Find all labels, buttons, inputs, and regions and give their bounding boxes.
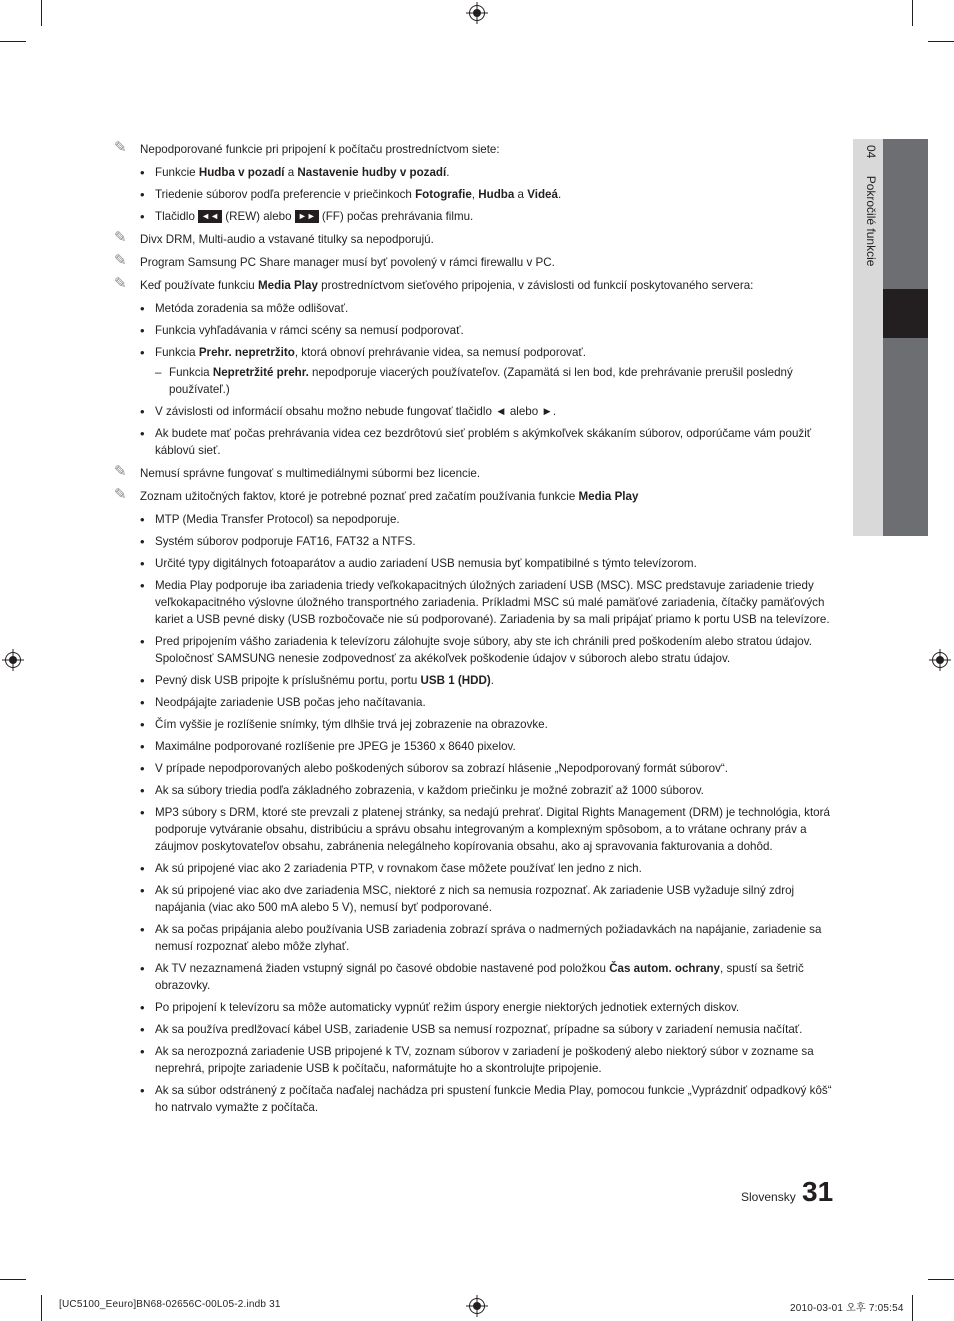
- crop-mark: [928, 1279, 954, 1280]
- pencil-note-icon: ✎: [114, 252, 127, 269]
- registration-mark-icon: [469, 5, 485, 21]
- crop-mark: [0, 41, 26, 42]
- list-item: • V závislosti od informácií obsahu možno nebude fungovať tlačidlo ◄ alebo ►.: [114, 403, 840, 420]
- rewind-key-icon: ◄◄: [198, 210, 222, 223]
- list-item: • Pevný disk USB pripojte k príslušnému portu, portu USB 1 (HDD).: [114, 672, 840, 689]
- list-item: • Ak budete mať počas prehrávania videa cez bezdrôtovú sieť problém s akýmkoľvek skákaním súborov, odporúčame vám použiť káblovú sieť.: [114, 425, 840, 459]
- list-item: • Určité typy digitálnych fotoaparátov a audio zariadení USB nemusia byť kompatibilné s týmto televízorom.: [114, 555, 840, 572]
- bullet-list: [114, 511, 840, 1116]
- pencil-note-icon: ✎: [114, 139, 127, 156]
- list-item: • Funkcie Hudba v pozadí a Nastavenie hudby v pozadí.: [114, 164, 840, 181]
- fast-forward-key-icon: ►►: [295, 210, 319, 223]
- note-text: Divx DRM, Multi-audio a vstavané titulky sa nepodporujú.: [140, 233, 434, 246]
- list-item: • Pred pripojením vášho zariadenia k televízoru zálohujte svoje súbory, aby ste ich chránili pred poškodením alebo stratou údajov. Spoločnosť SAMSUNG nenesie zodpovednosť za akékoľvek poškodenie údajov v súboroch alebo stratu údajov.: [114, 633, 840, 667]
- crop-mark: [41, 0, 42, 26]
- bullet-list: [114, 403, 840, 459]
- crop-mark: [928, 41, 954, 42]
- registration-mark-icon: [932, 652, 948, 668]
- pencil-note-icon: ✎: [114, 275, 127, 292]
- list-item: • Po pripojení k televízoru sa môže automaticky vypnúť režim úspory energie niektorých jednotiek externých diskov.: [114, 999, 840, 1016]
- chapter-tab-dark: [883, 338, 928, 536]
- list-item: • V prípade nepodporovaných alebo poškodených súborov sa zobrazí hlásenie „Nepodporovaný formát súborov“.: [114, 760, 840, 777]
- note: [114, 141, 840, 158]
- list-item: • Ak sa nerozpozná zariadenie USB pripojené k TV, zoznam súborov v zariadení je poškodený alebo niektorý súbor v zozname sa neprehrá, pripojte zariadenie USB k počítaču, naformátujte ho a skontrolujte pripojenie.: [114, 1043, 840, 1077]
- crop-mark: [912, 1295, 913, 1321]
- list-item: • Ak sa súbory triedia podľa základného zobrazenia, v každom priečinku je možné zobraziť až 1000 súborov.: [114, 782, 840, 799]
- page-content: [114, 139, 840, 1122]
- list-item: • Funkcia vyhľadávania v rámci scény sa nemusí podporovať.: [114, 322, 840, 339]
- bullet-list: [114, 164, 840, 225]
- note: ✎ Keď používate funkciu Media Play prostredníctvom sieťového pripojenia, v závislosti od funkcií poskytovaného servera:: [114, 275, 754, 292]
- list-item: • Tlačidlo ◄◄ (REW) alebo ►► (FF) počas prehrávania filmu.: [114, 208, 840, 225]
- note-text: Program Samsung PC Share manager musí byť povolený v rámci firewallu v PC.: [140, 256, 555, 269]
- list-item: • Ak sa používa predlžovací kábel USB, zariadenie USB sa nemusí rozpoznať, prípadne sa súbory v zariadení nemusia načítať.: [114, 1021, 840, 1038]
- list-item: • Ak sú pripojené viac ako 2 zariadenia PTP, v rovnakom čase môžete používať len jedno z nich.: [114, 860, 840, 877]
- list-item: • Ak sa počas pripájania alebo používania USB zariadenia zobrazí správa o nadmerných požiadavkách na napájanie, zariadenie sa nemusí rozpoznať alebo môže zlyhať.: [114, 921, 840, 955]
- list-item: • Ak TV nezaznamená žiaden vstupný signál po časové obdobie nastavené pod položkou Čas autom. ochrany, spustí sa šetrič obrazovky.: [114, 960, 840, 994]
- bullet-list: [114, 300, 840, 361]
- crop-mark: [0, 1279, 26, 1280]
- list-item: • Čím vyššie je rozlíšenie snímky, tým dlhšie trvá jej zobrazenie na obrazovke.: [114, 716, 840, 733]
- chapter-number: 04: [864, 145, 878, 159]
- list-item: • Ak sú pripojené viac ako dve zariadenia MSC, niektoré z nich sa nemusia rozpoznať. Ak zariadenie USB vyžaduje silný zdroj napájania (viac ako 500 mA alebo 5 V), nemusí byť podporované.: [114, 882, 840, 916]
- chapter-tab-active: [883, 289, 928, 338]
- crop-mark: [912, 0, 913, 26]
- chapter-label: [864, 145, 878, 266]
- print-slug-date: 2010-03-01 오후 7:05:54: [790, 1303, 904, 1314]
- footer-language: Slovensky: [741, 1190, 796, 1204]
- chapter-title: Pokročilé funkcie: [864, 175, 878, 267]
- list-item: • Media Play podporuje iba zariadenia triedy veľkokapacitných úložných zariadení USB (MSC). MSC predstavuje zariadenie triedy veľkokapacitného výslovne úložného transportného zariadenia. Príkladmi MSC sú malé pamäťové zariadenia, čítačky pamäťových kariet a USB pevné disky (USB rozbočovače nie sú podporované). Zariadenia by sa mali pripájať priamo k portu USB na televízore.: [114, 577, 840, 628]
- list-item: • Triedenie súborov podľa preferencie v priečinkoch Fotografie, Hudba a Videá.: [114, 186, 840, 203]
- note-text: Nemusí správne fungovať s multimediálnymi súbormi bez licencie.: [140, 467, 481, 480]
- list-item: • Maximálne podporované rozlíšenie pre JPEG je 15360 x 8640 pixelov.: [114, 738, 840, 755]
- chapter-tab-dark: [883, 139, 928, 289]
- note: [114, 231, 840, 248]
- page-number: 31: [802, 1176, 834, 1207]
- list-item: • Systém súborov podporuje FAT16, FAT32 a NTFS.: [114, 533, 840, 550]
- pencil-note-icon: ✎: [114, 229, 127, 246]
- note-text: Nepodporované funkcie pri pripojení k počítaču prostredníctvom siete:: [140, 143, 500, 156]
- note: ✎ Zoznam užitočných faktov, ktoré je potrebné poznať pred začatím používania funkcie Media Play: [114, 486, 639, 503]
- pencil-note-icon: ✎: [114, 463, 127, 480]
- list-item: • Metóda zoradenia sa môže odlišovať.: [114, 300, 840, 317]
- note: [114, 254, 840, 271]
- pencil-note-icon: ✎: [114, 486, 127, 503]
- registration-mark-icon: [469, 1298, 485, 1314]
- sub-item: – Funkcia Nepretržité prehr. nepodporuje viacerých používateľov. (Zapamätá si len bod, kde prehrávanie prerušil posledný používateľ.): [114, 364, 840, 398]
- print-slug-file: [UC5100_Eeuro]BN68-02656C-00L05-2.indb 31: [59, 1299, 281, 1310]
- list-item: • Neodpájajte zariadenie USB počas jeho načítavania.: [114, 694, 840, 711]
- list-item: • MTP (Media Transfer Protocol) sa nepodporuje.: [114, 511, 840, 528]
- list-item: • MP3 súbory s DRM, ktoré ste prevzali z platenej stránky, sa nedajú prehrať. Digital Rights Management (DRM) je technológia, ktorá podporuje vytváranie obsahu, distribúciu a správu obsahu integrovaným a komplexným spôsobom, a to vrátane ochrany práv a záujmov poskytovateľov obsahu, zabránenia nelegálneho kopírovania obsahu, ako aj spravovania fakturovania a dohôd.: [114, 804, 840, 855]
- list-item: • Funkcia Prehr. nepretržito, ktorá obnoví prehrávanie videa, sa nemusí podporovať.: [114, 344, 840, 361]
- crop-mark: [41, 1295, 42, 1321]
- list-item: • Ak sa súbor odstránený z počítača naďalej nachádza pri spustení funkcie Media Play, pomocou funkcie „Vyprázdniť odpadkový kôš“ ho natrvalo vymažte z počítača.: [114, 1082, 840, 1116]
- note: [114, 465, 840, 482]
- registration-mark-icon: [5, 652, 21, 668]
